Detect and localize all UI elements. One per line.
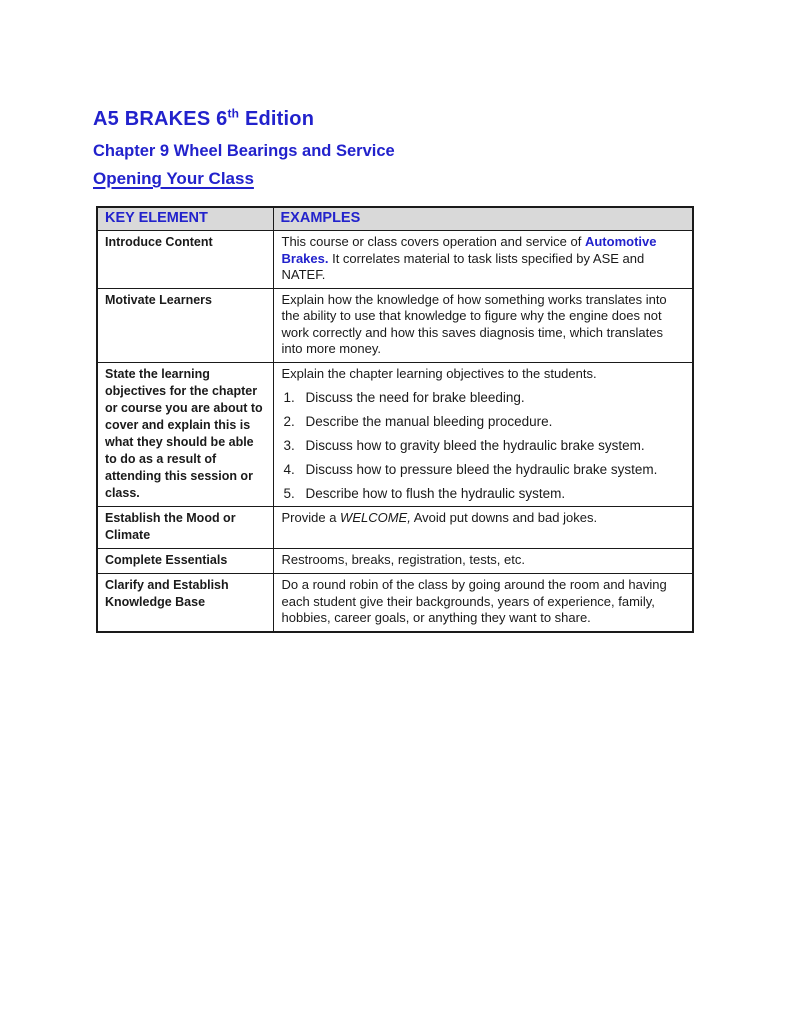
key-element-cell: Complete Essentials <box>97 549 273 574</box>
examples-cell <box>273 574 693 632</box>
numbered-list-item <box>282 389 685 406</box>
table-row <box>97 507 693 549</box>
text-run: WELCOME, <box>340 510 411 525</box>
list-item-text: Discuss the need for brake bleeding. <box>305 390 525 405</box>
list-item-number: 2. <box>283 414 295 429</box>
table-row <box>97 362 693 507</box>
examples-cell <box>273 288 693 362</box>
text-run: It correlates material to task lists specified by ASE and NATEF. <box>281 250 645 282</box>
key-element-cell: Establish the Mood or Climate <box>97 507 273 549</box>
text-run: Explain how the knowledge of how something works translates into the ability to use that knowledge to figure why the engine does not work correctly and how this saves diagnosis time, which translates into more money. <box>281 291 667 356</box>
example-paragraph <box>282 510 685 527</box>
example-paragraph <box>282 292 685 358</box>
key-element-cell: State the learning objectives for the chapter or course you are about to cover and explain this is what they should be able to do as a result of attending this session or class. <box>97 362 273 507</box>
key-element-cell: Clarify and Establish Knowledge Base <box>97 574 273 632</box>
text-run: This course or class covers operation and service of <box>281 234 585 249</box>
text-run: Provide a <box>281 510 341 525</box>
list-item-text: Discuss how to pressure bleed the hydraulic brake system. <box>305 462 658 477</box>
numbered-list-item <box>282 461 685 478</box>
key-element-cell: Introduce Content <box>97 231 273 289</box>
text-run: Explain the chapter learning objectives to the students. <box>281 365 597 381</box>
example-paragraph <box>282 552 685 569</box>
example-paragraph <box>282 366 685 383</box>
ordinal-superscript: th <box>227 106 240 121</box>
list-item-number: 4. <box>283 462 295 477</box>
text-run: Do a round robin of the class by going around the room and having each student give their backgrounds, years of experience, family, hobbies, career goals, or anything they want to share. <box>281 577 667 625</box>
table-row <box>97 549 693 574</box>
example-paragraph <box>282 577 685 627</box>
numbered-list-item <box>282 437 685 454</box>
column-header-examples: EXAMPLES <box>273 207 693 231</box>
key-element-cell: Motivate Learners <box>97 288 273 362</box>
key-element-table <box>96 206 694 633</box>
document-title <box>93 106 731 132</box>
document-title-main: A5 BRAKES 6 <box>93 108 228 130</box>
list-item-number: 5. <box>283 486 295 501</box>
table-header-row <box>97 207 693 231</box>
examples-cell <box>273 549 693 574</box>
text-run: Restrooms, breaks, registration, tests, etc. <box>281 552 525 567</box>
list-item-number: 3. <box>283 438 295 453</box>
list-item-text: Discuss how to gravity bleed the hydraulic brake system. <box>305 438 645 453</box>
table-row <box>97 231 693 289</box>
text-run: Automotive Brakes. <box>281 234 657 266</box>
list-item-text: Describe how to flush the hydraulic system. <box>305 486 566 501</box>
section-title: Opening Your Class <box>93 169 254 188</box>
table-row <box>97 288 693 362</box>
text-run: Avoid put downs and bad jokes. <box>410 510 598 525</box>
document-title-rest: Edition <box>239 108 315 130</box>
examples-cell <box>273 362 693 507</box>
example-paragraph <box>282 234 685 284</box>
list-item-text: Describe the manual bleeding procedure. <box>305 414 553 429</box>
numbered-list-item <box>282 413 685 430</box>
examples-cell <box>273 507 693 549</box>
examples-cell <box>273 231 693 289</box>
chapter-title: Chapter 9 Wheel Bearings and Service <box>93 142 395 160</box>
table-body <box>97 231 693 632</box>
column-header-key-element: KEY ELEMENT <box>97 207 273 231</box>
table-header <box>97 207 693 231</box>
list-item-number: 1. <box>283 390 295 405</box>
numbered-list-item <box>282 485 685 502</box>
table-row <box>97 574 693 632</box>
